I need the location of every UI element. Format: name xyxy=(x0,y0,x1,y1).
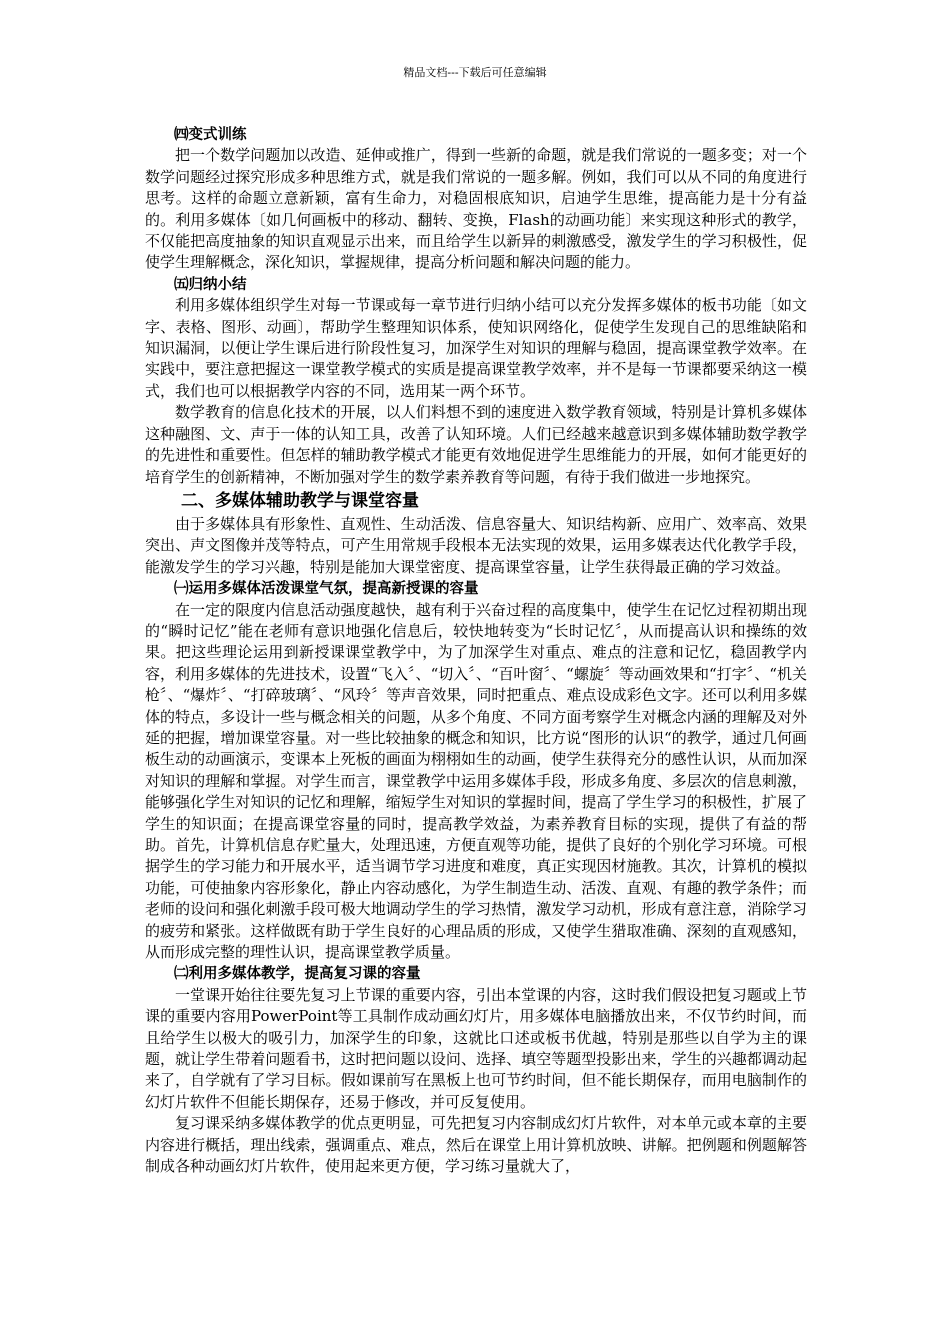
section-heading: 二、多媒体辅助教学与课堂容量 xyxy=(181,490,419,511)
paragraph: 在一定的限度内信息活动强度越快，越有利于兴奋过程的高度集中，使学生在记忆过程初期出现的“瞬时记忆”能在老师有意识地强化信息后，较快地转变为“长时记忆〞，从而提高认识和操练的效果。把这些理论运用到新授课课堂教学中，为了加深学生对重点、难点的注意和记忆，稳固教学内容，利用多媒体的先进技术，设置“飞入〞、“切入〞、“百叶窗〞、“螺旋〞等动画效果和“打字〞、“机关枪〞、“爆炸〞、“打碎玻璃〞、“风玲〞等声音效果，同时把重点、难点设成彩色文字。还可以利用多媒体的特点，多设计一些与概念相关的问题，从多个角度、不同方面考察学生对概念内涵的理解及对外延的把握，增加课堂容量。对一些比较抽象的概念和知识，比方说“图形的认识“的教学，通过几何画板生动的动画演示，变课本上死板的画面为栩栩如生的动画，使学生获得充分的感性认识，从而加深对知识的理解和掌握。对学生而言，课堂教学中运用多媒体手段，形成多角度、多层次的信息刺激，能够强化学生对知识的记忆和理解，缩短学生对知识的掌握时间，提高了学生学习的积极性，扩展了学生的知识面；在提高课堂容量的同时，提高教学效益，为素养教育目标的实现，提供了有益的帮助。首先，计算机信息存贮量大，处理迅速，方便直观等功能，提供了良好的个别化学习环境。可根据学生的学习能力和开展水平，适当调节学习进度和难度，真正实现因材施教。其次，计算机的模拟功能，可使抽象内容形象化，静止内容动感化，为学生制造生动、活泼、直观、有趣的教学条件；而老师的设问和强化刺激手段可极大地调动学生的学习热情，激发学习动机，形成有意注意，消除学习的疲劳和紧张。这样做既有助于学生良好的心理品质的形成，又使学生猎取准确、深刻的直观感知，从而形成完整的理性认识，提高课堂教学质量。 xyxy=(145,600,807,962)
paragraph: 由于多媒体具有形象性、直观性、生动活泼、信息容量大、知识结构新、应用广、效率高、效果突出、声文图像并茂等特点，可产生用常规手段根本无法实现的效果，运用多媒表达代化教学手段，能激发学生的学习兴趣，特别是能加大课堂密度、提高课堂容量，让学生获得最正确的学习效益。 xyxy=(145,514,807,576)
page-header: 精品文档---下载后可任意编辑 xyxy=(403,66,547,79)
paragraph: 数学教育的信息化技术的开展，以人们料想不到的速度进入数学教育领域，特别是计算机多媒体这种融图、文、声于一体的认知工具，改善了认知环境。人们已经越来越意识到多媒体辅助数学教学的先进性和重要性。但怎样的辅助教学模式才能更有效地促进学生思维能力的开展，如何才能更好的培育学生的创新精神，不断加强对学生的数学素养教育等问题，有待于我们做进一步地探究。 xyxy=(145,403,807,486)
paragraph: 复习课采纳多媒体教学的优点更明显，可先把复习内容制成幻灯片软件，对本单元或本章的主要内容进行概括，理出线索，强调重点、难点，然后在课堂上用计算机放映、讲解。把例题和例题解答制成各种动画幻灯片软件，使用起来更方便，学习练习量就大了， xyxy=(145,1114,807,1176)
subheading-new-lesson-capacity: ㈠运用多媒体活泼课堂气氛，提高新授课的容量 xyxy=(174,580,479,598)
paragraph: 把一个数学问题加以改造、延伸或推广，得到一些新的命题，就是我们常说的一题多变；对一个数学问题经过探究形成多种思维方式，就是我们常说的一题多解。例如，我们可以从不同的角度进行思考。这样的命题立意新颖，富有生命力，对稳固根底知识，启迪学生思维，提高能力是十分有益的。利用多媒体〔如几何画板中的移动、翻转、变换，Flash的动画功能〕来实现这种形式的教学，不仅能把高度抽象的知识直观显示出来，而且给学生以新异的刺激感受，激发学生的学习积极性，促使学生理解概念，深化知识，掌握规律，提高分析问题和解决问题的能力。 xyxy=(145,146,807,272)
document-body xyxy=(145,124,807,1178)
paragraph: 一堂课开始往往要先复习上节课的重要内容，引出本堂课的内容，这时我们假设把复习题或上节课的重要内容用PowerPoint等工具制作成动画幻灯片，用多媒体电脑播放出来，不仅节约时间，而且给学生以极大的吸引力，加深学生的印象，这就比口述或板书优越，特别是那些以自学为主的课题，就让学生带着问题看书，这时把问题以设问、选择、填空等题型投影出来，学生的兴趣都调动起来了，自学就有了学习目标。假如课前写在黑板上也可节约时间，但不能长期保存，而用电脑制作的幻灯片软件不但能长期保存，还易于修改，并可反复使用。 xyxy=(145,985,807,1111)
subheading-variation-training: ㈣变式训练 xyxy=(174,126,247,143)
paragraph: 利用多媒体组织学生对每一节课或每一章节进行归纳小结可以充分发挥多媒体的板书功能〔如文字、表格、图形、动画〕，帮助学生整理知识体系，使知识网络化，促使学生发现自己的思维缺陷和知识漏洞，以便让学生课后进行阶段性复习，加深学生对知识的理解与稳固，提高课堂教学效率。在实践中，要注意把握这一课堂教学模式的实质是提高课堂教学效率，并不是每一节课都要采纳这一模式，我们也可以根据教学内容的不同，选用某一两个环节。 xyxy=(145,296,807,400)
subheading-review-lesson-capacity: ㈡利用多媒体教学，提高复习课的容量 xyxy=(174,965,421,983)
subheading-summary: ㈤归纳小结 xyxy=(174,275,247,293)
